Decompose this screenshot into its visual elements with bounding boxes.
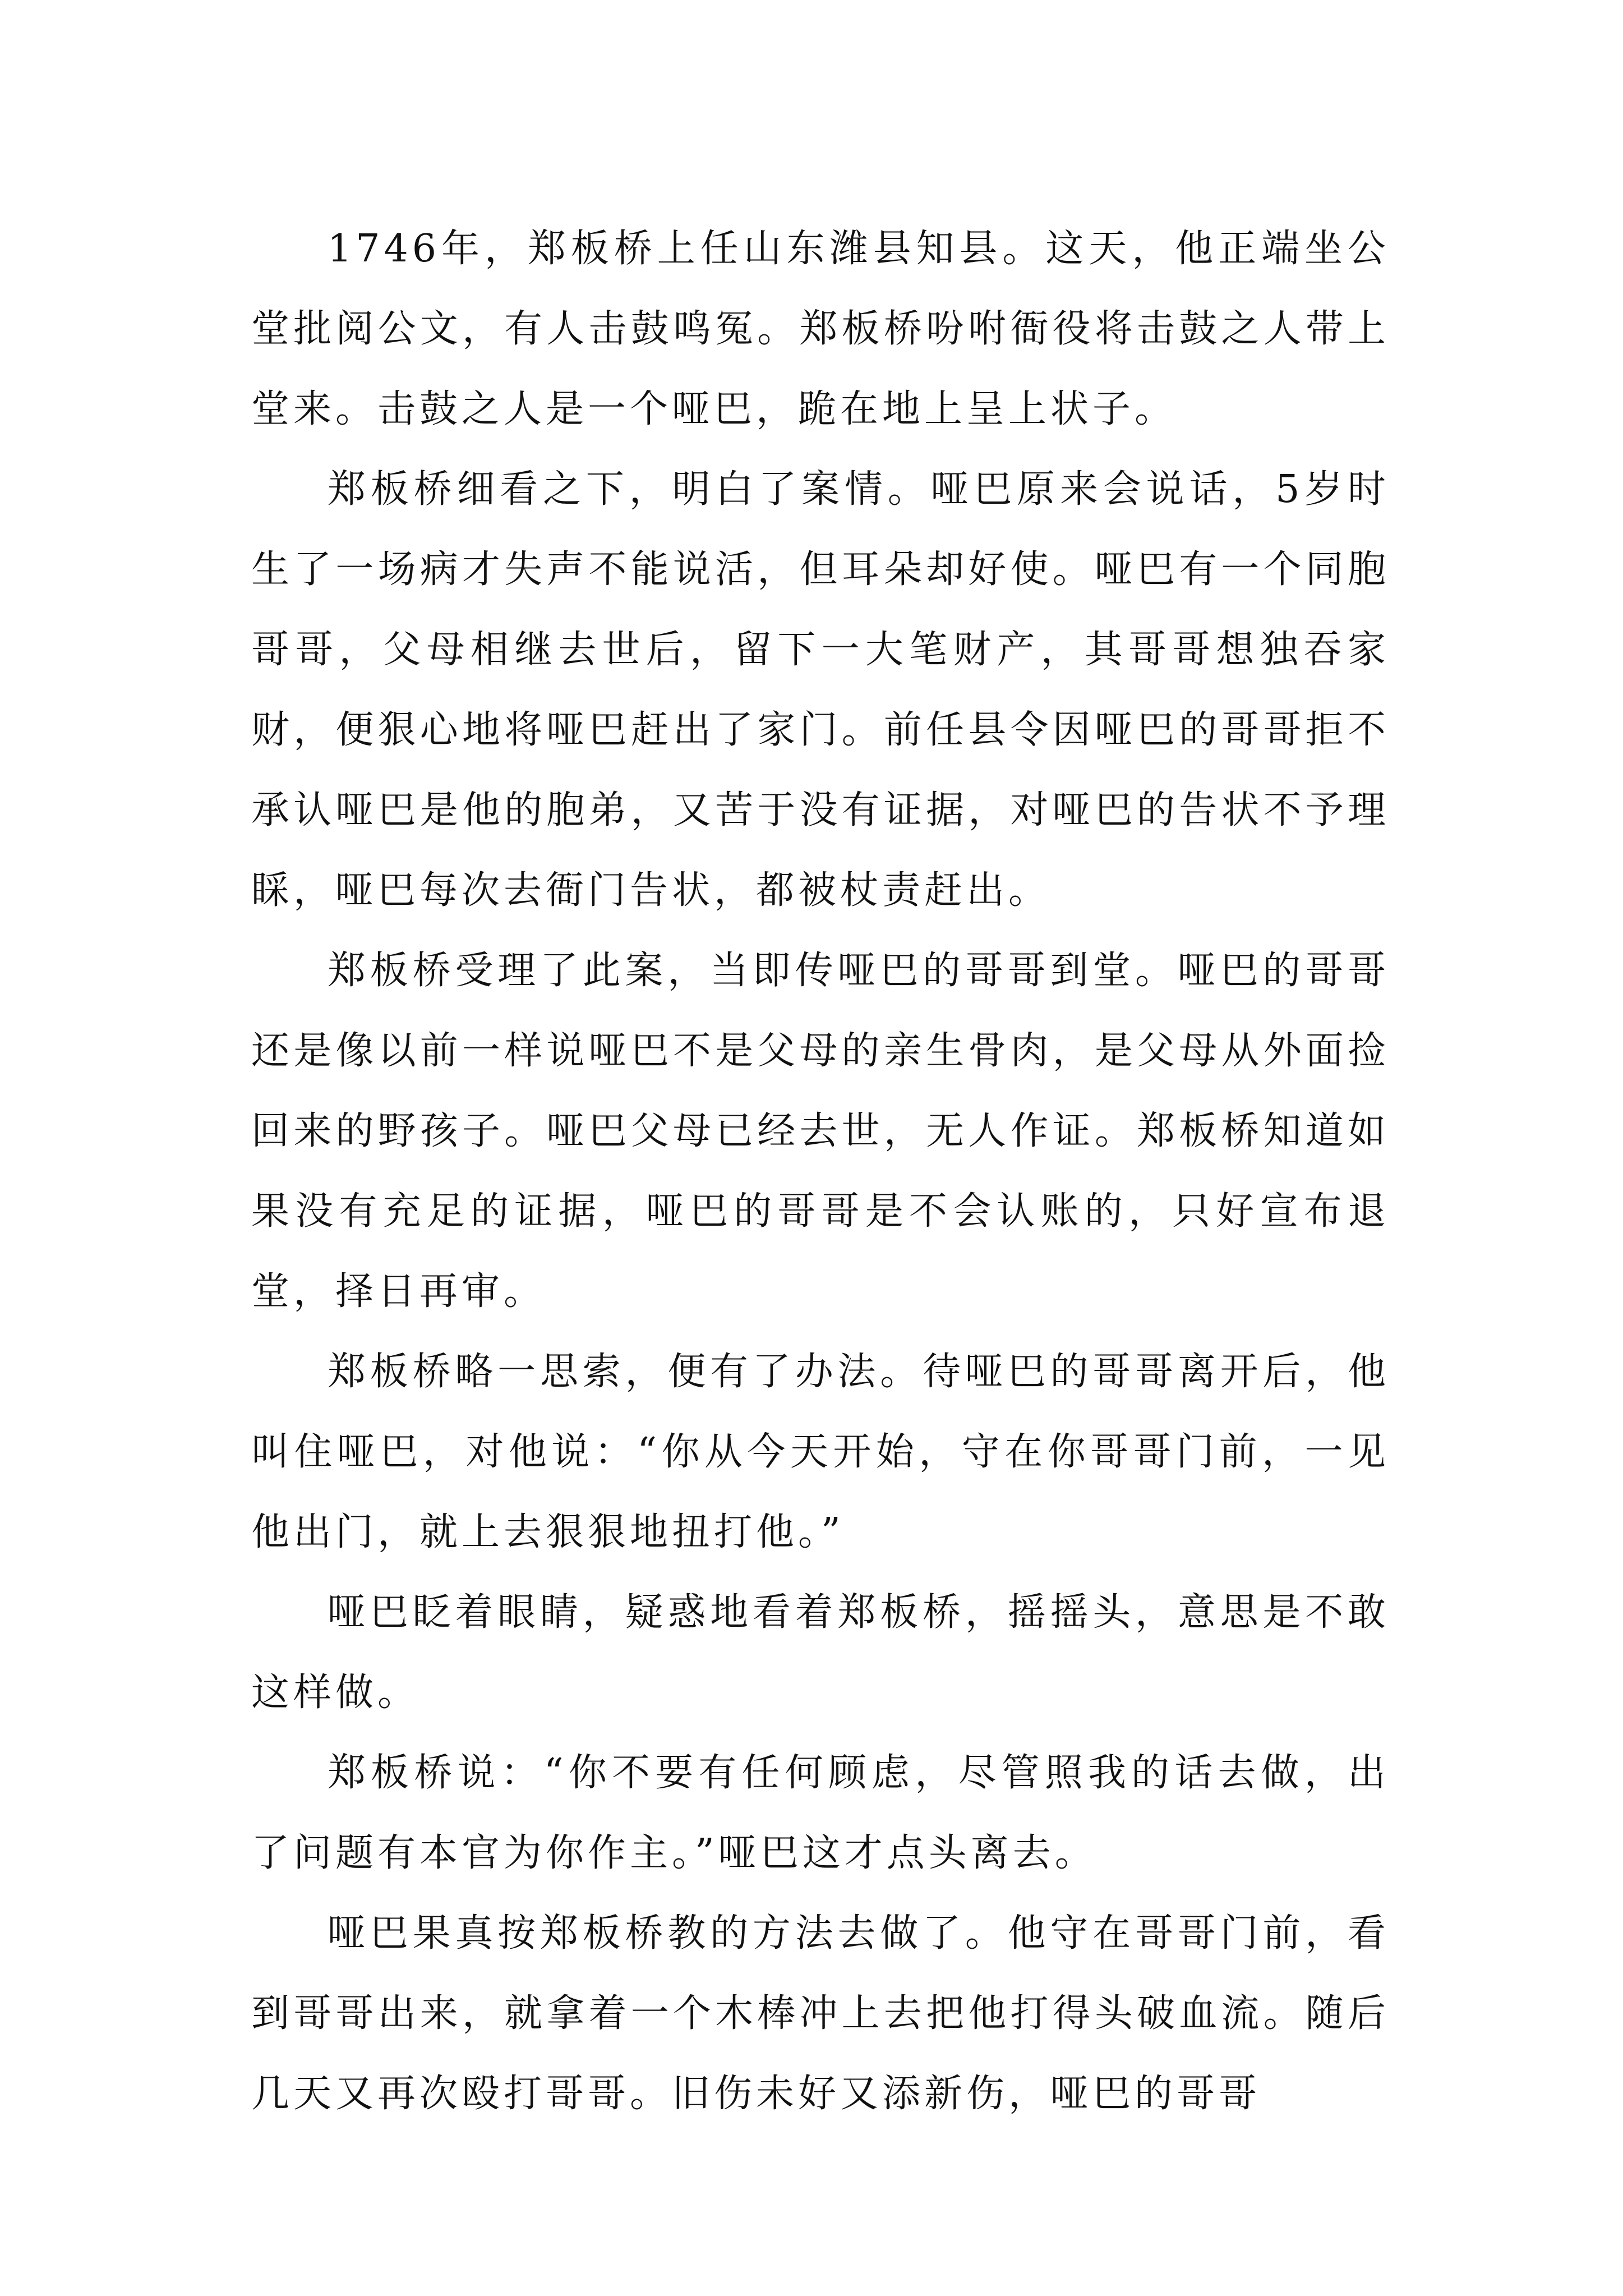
paragraph: 郑板桥略一思索，便有了办法。待哑巴的哥哥离开后，他叫住哑巴，对他说：“你从今天开始，守在你哥哥门前，一见他出门，就上去狠狠地扭打他。”	[251, 1350, 1390, 1554]
paragraph: 哑巴眨着眼睛，疑惑地看着郑板桥，摇摇头，意思是不敢这样做。	[251, 1590, 1390, 1715]
paragraph: 郑板桥说：“你不要有任何顾虑，尽管照我的话去做，出了问题有本官为你作主。”哑巴这才点头离去。	[251, 1751, 1390, 1875]
paragraph: 郑板桥受理了此案，当即传哑巴的哥哥到堂。哑巴的哥哥还是像以前一样说哑巴不是父母的亲生骨肉，是父母从外面捡回来的野孩子。哑巴父母已经去世，无人作证。郑板桥知道如果没有充足的证据，哑巴的哥哥是不会认账的，只好宣布退堂，择日再审。	[251, 949, 1390, 1314]
paragraph: 1746年，郑板桥上任山东潍县知县。这天，他正端坐公堂批阅公文，有人击鼓鸣冤。郑板桥吩咐衙役将击鼓之人带上堂来。击鼓之人是一个哑巴，跪在地上呈上状子。	[251, 227, 1390, 431]
paragraph: 哑巴果真按郑板桥教的方法去做了。他守在哥哥门前，看到哥哥出来，就拿着一个木棒冲上去把他打得头破血流。随后几天又再次殴打哥哥。旧伤未好又添新伤，哑巴的哥哥	[251, 1911, 1390, 2116]
document-body	[251, 209, 1390, 2134]
paragraph: 郑板桥细看之下，明白了案情。哑巴原来会说话，5岁时生了一场病才失声不能说活，但耳朵却好使。哑巴有一个同胞哥哥，父母相继去世后，留下一大笔财产，其哥哥想独吞家财，便狠心地将哑巴赶出了家门。前任县令因哑巴的哥哥拒不承认哑巴是他的胞弟，又苦于没有证据，对哑巴的告状不予理睬，哑巴每次去衙门告状，都被杖责赶出。	[251, 467, 1390, 913]
